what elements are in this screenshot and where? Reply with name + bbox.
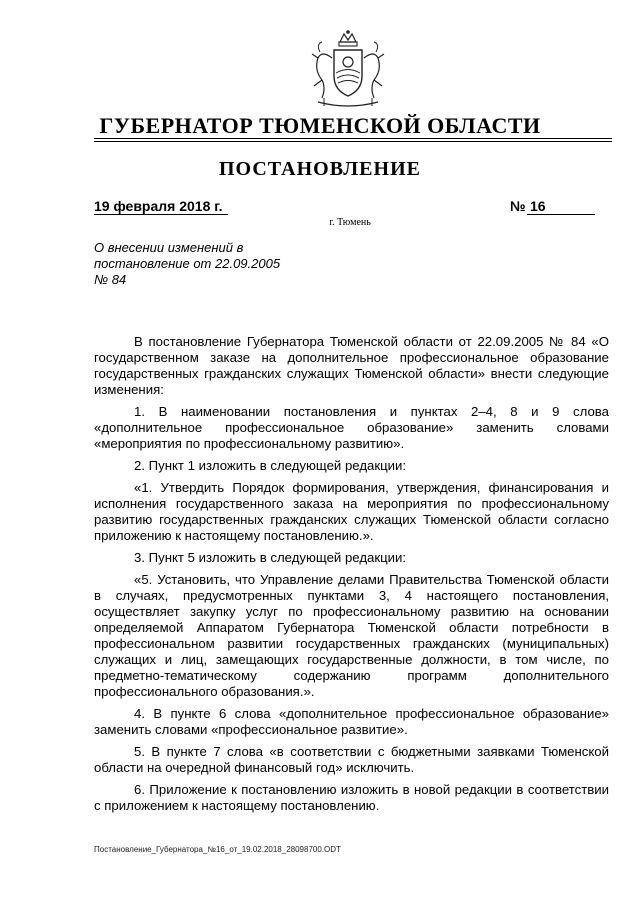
number-underline <box>527 214 595 215</box>
governor-title: ГУБЕРНАТОР ТЮМЕНСКОЙ ОБЛАСТИ <box>99 113 541 138</box>
document-date: 19 февраля 2018 г. <box>94 198 223 214</box>
body-paragraph-item-3: 3. Пункт 5 изложить в следующей редакции: <box>134 550 407 565</box>
body-paragraph-item-4: 4. В пункте 6 слова «дополнительное профессиональное образование» заменить словами «профессиональное развитие». <box>94 706 609 737</box>
body-paragraph-intro: В постановление Губернатора Тюменской области от 22.09.2005 № 84 «О государственном заказе на дополнительное профессиональное образование государственных гражданских служащих Тюменской области» внести следующие изменения: <box>94 334 609 397</box>
document-type-heading: ПОСТАНОВЛЕНИЕ <box>219 158 421 180</box>
subject-line: О внесении изменений в <box>94 240 244 255</box>
document-number: 16 <box>530 198 546 214</box>
body-paragraph-item-1: 1. В наименовании постановления и пунктах 2–4, 8 и 9 слова «дополнительное профессиональное образование» заменить словами «мероприятия по профессиональному развитию». <box>94 404 609 451</box>
title-rule-top <box>94 138 612 139</box>
body-paragraph-item-6: 6. Приложение к постановлению изложить в новой редакции в соответствии с приложением к настоящему постановлению. <box>94 782 609 813</box>
document-body <box>94 334 609 820</box>
title-rule-bottom <box>94 141 612 142</box>
body-paragraph-quote-5: «5. Установить, что Управление делами Правительства Тюменской области в случаях, предусмотренных пунктами 3, 4 настоящего постановления, осуществляет закупку услуг по профессиональному развитию на основании определяемой Аппаратом Губернатора Тюменской области потребности в профессиональном развитии государственных гражданских (муниципальных) служащих и лиц, замещающих государственные должности, в том числе, по предметно-тематическому содержанию программ дополнительного профессионального образования.». <box>94 572 609 699</box>
document-subject <box>94 240 324 288</box>
date-underline <box>94 214 228 215</box>
footer-filename: Постановление_Губернатора_№16_от_19.02.2018_28098700.ODT <box>94 845 341 854</box>
body-paragraph-quote-1: «1. Утвердить Порядок формирования, утверждения, финансирования и исполнения государственного заказа на мероприятия по профессиональному развитию государственных гражданских служащих Тюменской области согласно приложению к настоящему постановлению.». <box>94 480 609 543</box>
body-paragraph-item-2: 2. Пункт 1 изложить в следующей редакции: <box>134 458 407 473</box>
tyumen-coat-of-arms-icon <box>304 28 392 114</box>
document-number-label: № <box>510 198 526 214</box>
subject-line: № 84 <box>94 272 127 287</box>
subject-line: постановление от 22.09.2005 <box>94 256 281 271</box>
body-paragraph-item-5: 5. В пункте 7 слова «в соответствии с бюджетными заявками Тюменской области на очередной финансовый год» исключить. <box>94 744 609 775</box>
document-city: г. Тюмень <box>329 217 371 228</box>
